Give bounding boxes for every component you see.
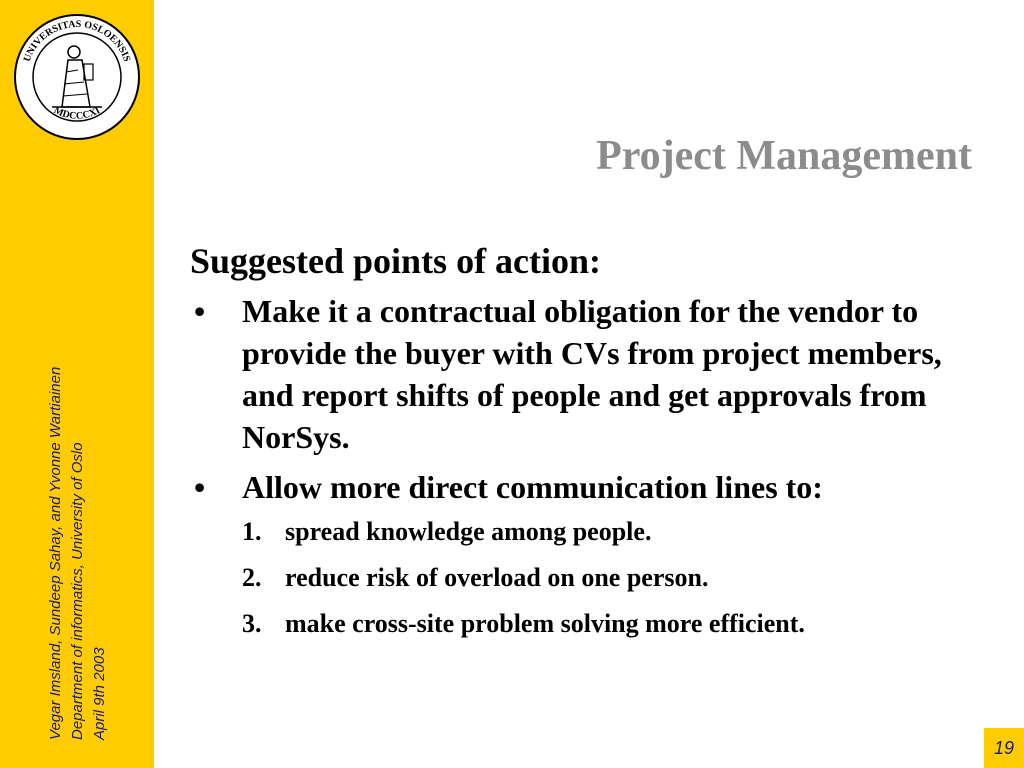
item-text: make cross-site problem solving more efficient. xyxy=(285,609,805,638)
bullet-item xyxy=(190,466,990,508)
slide-heading: Suggested points of action: xyxy=(190,241,602,281)
item-number: 2. xyxy=(242,563,262,592)
svg-text:UNIVERSITAS OSLOENSIS: UNIVERSITAS OSLOENSIS xyxy=(21,18,133,64)
numbered-item xyxy=(190,516,990,548)
bullet-text: Make it a contractual obligation for the vendor to provide the buyer with CVs from project members, and report shifts of people and get approvals from NorSys. xyxy=(242,293,942,455)
svg-text:MDCCCXI: MDCCCXI xyxy=(51,105,103,122)
item-number: 3. xyxy=(242,609,262,638)
sidebar xyxy=(0,0,154,768)
bullet-item xyxy=(190,290,990,458)
credits-department: Department of informatics, University of Oslo xyxy=(69,442,86,740)
numbered-item xyxy=(190,608,990,640)
page-number: 19 xyxy=(984,728,1024,768)
credits-date: April 9th 2003 xyxy=(91,647,108,740)
credits-block xyxy=(45,320,111,740)
university-seal-icon xyxy=(12,12,142,142)
numbered-item xyxy=(190,562,990,594)
bullet-marker: • xyxy=(194,469,206,505)
bullet-marker: • xyxy=(194,293,206,329)
bullet-text: Allow more direct communication lines to: xyxy=(242,469,823,505)
item-number: 1. xyxy=(242,517,262,546)
item-text: spread knowledge among people. xyxy=(285,517,652,546)
item-text: reduce risk of overload on one person. xyxy=(285,563,709,592)
credits-authors: Vegar Imsland, Sundeep Sahay, and Yvonne Wartiainen xyxy=(47,366,64,740)
slide-content xyxy=(190,240,990,654)
slide-title: Project Management xyxy=(596,133,972,179)
